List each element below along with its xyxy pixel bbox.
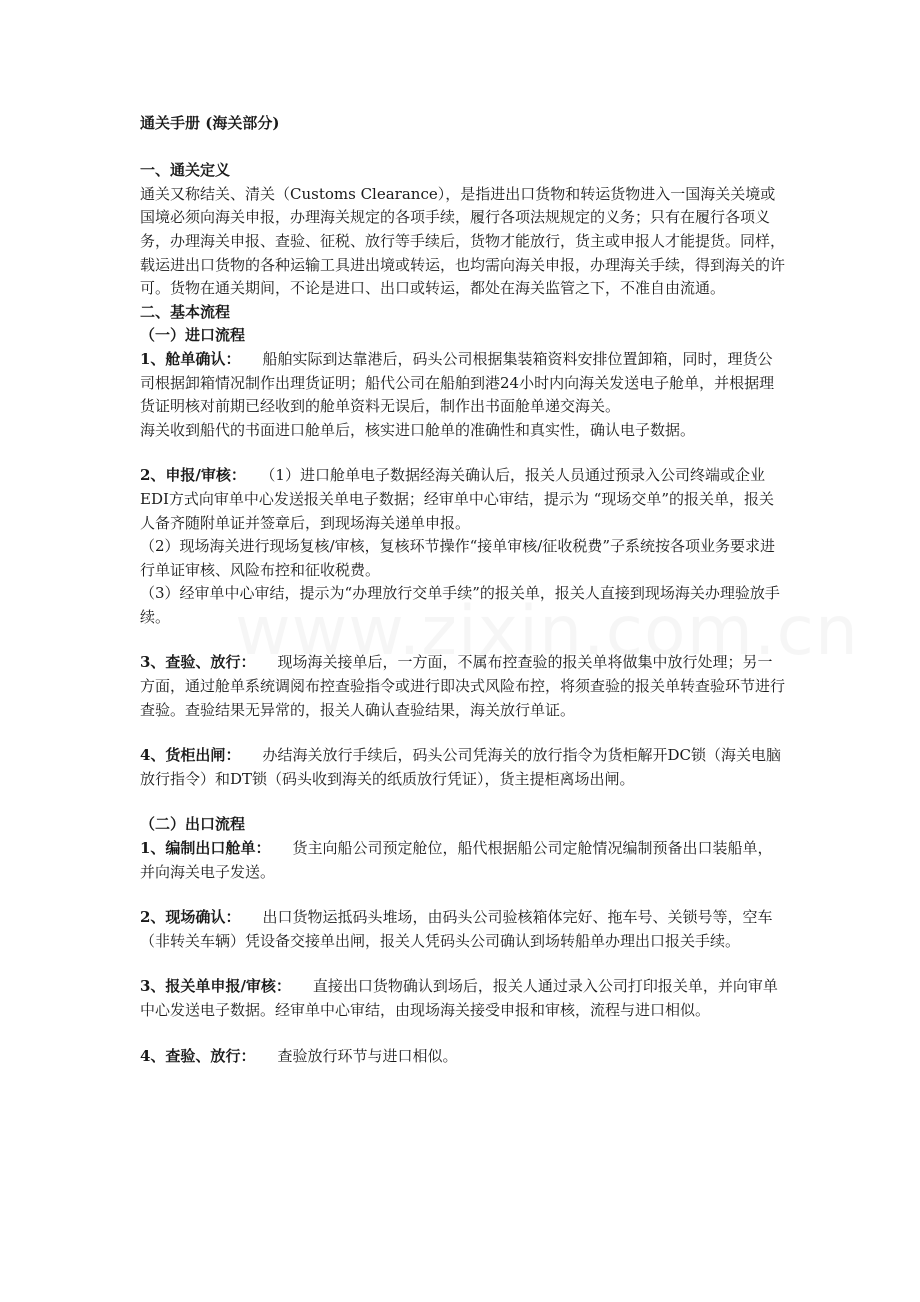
section-1-body: 通关又称结关、清关（Customs Clearance），是指进出口货物和转运货物进入一国海关关境或国境必须向海关申报，办理海关规定的各项手续，履行各项法规规定的义务；只有在履行各项义务，办理海关申报、查验、征税、放行等手续后，货物才能放行，货主或申报人才能提货。同样，载运进出口货物的各种运输工具进出境或转运，也均需向海关申报，办理海关手续，得到海关的许可。货物在通关期间，不论是进口、出口或转运，都处在海关监管之下，不准自由流通。 bbox=[140, 184, 786, 298]
import-step-4-label: 4、货柜出闸： bbox=[140, 746, 241, 765]
document-page bbox=[140, 0, 785, 1068]
import-step-2-body: （1）进口舱单电子数据经海关确认后，报关人员通过预录入公司终端或企业EDI方式向审单中心发送报关单电子数据；经审单中心审结，提示为 “现场交单”的报关单，报关人备齐随附单证并签章后，到现场海关递单申报。 bbox=[140, 466, 775, 532]
document-title: 通关手册 (海关部分) bbox=[140, 114, 280, 132]
export-step-1 bbox=[140, 837, 785, 884]
import-step-3-body: 现场海关接单后，一方面，不属布控查验的报关单将做集中放行处理；另一方面，通过舱单系统调阅布控查验指令或进行即决式风险布控，将须查验的报关单转查验环节进行查验。查验结果无异常的，报关人确认查验结果，海关放行单证。 bbox=[140, 653, 786, 719]
export-step-2 bbox=[140, 906, 785, 953]
import-step-1-label: 1、舱单确认： bbox=[140, 349, 241, 368]
export-step-1-label: 1、编制出口舱单： bbox=[140, 839, 271, 858]
section-1-heading: 一、通关定义 bbox=[140, 161, 231, 180]
import-step-4-body: 办结海关放行手续后，码头公司凭海关的放行指令为货柜解开DC锁（海关电脑放行指令）和DT锁（码头收到海关的纸质放行凭证），货主提柜离场出闸。 bbox=[140, 746, 781, 788]
export-step-3-body: 直接出口货物确认到场后，报关人通过录入公司打印报关单，并向审单中心发送电子数据。经审单中心审结，由现场海关接受申报和审核，流程与进口相似。 bbox=[140, 977, 778, 1019]
import-step-3-label: 3、查验、放行： bbox=[140, 653, 256, 672]
export-step-2-label: 2、现场确认： bbox=[140, 908, 241, 927]
section-2-heading: 二、基本流程 bbox=[140, 302, 231, 321]
import-step-1-body: 船舶实际到达靠港后，码头公司根据集装箱资料安排位置卸箱，同时，理货公司根据卸箱情况制作出理货证明；船代公司在船舶到港24小时内向海关发送电子舱单，并根据理货证明核对前期已经收到的舱单资料无误后，制作出书面舱单递交海关。 bbox=[140, 349, 775, 416]
export-step-4 bbox=[140, 1045, 785, 1069]
import-step-1-extra: 海关收到船代的书面进口舱单后，核实进口舱单的准确性和真实性，确认电子数据。 bbox=[140, 420, 696, 439]
import-step-1 bbox=[140, 348, 785, 419]
import-step-3 bbox=[140, 651, 785, 722]
export-step-1-body: 货主向船公司预定舱位，船代根据船公司定舱情况编制预备出口装船单，并向海关电子发送。 bbox=[140, 839, 773, 881]
export-step-3 bbox=[140, 975, 785, 1022]
export-heading: （二）出口流程 bbox=[140, 815, 246, 834]
export-step-2-body: 出口货物运抵码头堆场，由码头公司验核箱体完好、拖车号、关锁号等，空车（非转关车辆）凭设备交接单出闸，报关人凭码头公司确认到场转船单办理出口报关手续。 bbox=[140, 908, 773, 950]
import-step-4 bbox=[140, 744, 785, 791]
export-step-3-label: 3、报关单申报/审核： bbox=[140, 977, 291, 996]
import-step-2-label: 2、申报/审核： bbox=[140, 466, 246, 485]
export-step-4-label: 4、查验、放行： bbox=[140, 1046, 256, 1065]
import-step-2-part-3: （3）经审单中心审结，提示为“办理放行交单手续”的报关单，报关人直接到现场海关办理验放手续。 bbox=[140, 584, 780, 626]
import-step-2-part-2: （2）现场海关进行现场复核/审核，复核环节操作“接单审核/征收税费”子系统按各项业务要求进行单证审核、风险布控和征收税费。 bbox=[140, 537, 775, 579]
import-heading: （一）进口流程 bbox=[140, 326, 246, 345]
export-step-4-body: 查验放行环节与进口相似。 bbox=[277, 1046, 458, 1065]
import-step-2 bbox=[140, 464, 785, 535]
